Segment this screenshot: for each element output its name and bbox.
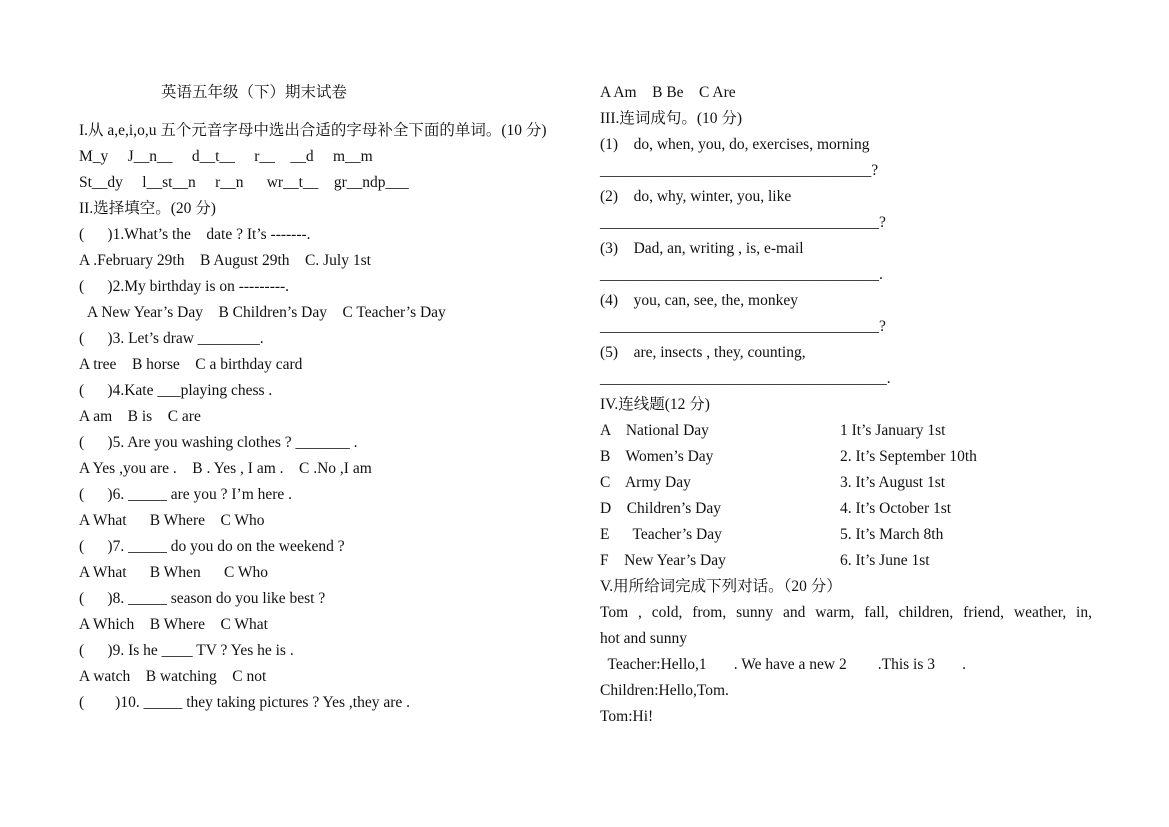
sentence-2-words: (2) do, why, winter, you, like [600, 188, 792, 205]
question-4-options: A am B is C are [79, 408, 201, 425]
section3-heading: III.连词成句。(10 分) [600, 110, 743, 127]
match-right: 2. It’s September 10th [840, 448, 977, 465]
sentence-3-words: (3) Dad, an, writing , is, e-mail [600, 240, 804, 257]
left-column [79, 80, 579, 716]
question-6: ( )6. _____ are you ? I’m here . [79, 486, 293, 503]
question-8-options: A Which B Where C What [79, 616, 268, 633]
question-9-options: A watch B watching C not [79, 668, 267, 685]
section1-words-row2: St__dy l__st__n r__n wr__t__ gr__ndp___ [79, 174, 409, 191]
match-right: 3. It’s August 1st [840, 474, 946, 491]
match-row [600, 470, 1092, 496]
page-title: 英语五年级（下）期末试卷 [160, 84, 347, 101]
match-row [600, 444, 1092, 470]
question-8: ( )8. _____ season do you like best ? [79, 590, 326, 607]
dialogue-line: Teacher:Hello,1 . We have a new 2 .This is 3 . [600, 656, 966, 673]
word-bank-line-1: Tom , cold, from, sunny and warm, fall, children, friend, weather, in, [600, 604, 1092, 621]
match-right: 4. It’s October 1st [840, 500, 952, 517]
section4-heading: IV.连线题(12 分) [600, 396, 710, 413]
sentence-1-blank: ___________________________________? [600, 162, 879, 179]
question-5-options: A Yes ,you are . B . Yes , I am . C .No ,I am [79, 460, 372, 477]
match-left: E Teacher’s Day [600, 526, 722, 543]
match-right: 6. It’s June 1st [840, 552, 930, 569]
match-row [600, 522, 1092, 548]
sentence-3-blank: ____________________________________. [600, 266, 883, 283]
question-2: ( )2.My birthday is on ---------. [79, 278, 290, 295]
sentence-2-blank: ____________________________________? [600, 214, 886, 231]
sentence-1-words: (1) do, when, you, do, exercises, morning [600, 136, 870, 153]
question-2-options: A New Year’s Day B Children’s Day C Teacher’s Day [87, 304, 446, 321]
question-9: ( )9. Is he ____ TV ? Yes he is . [79, 642, 294, 659]
section2-heading: II.选择填空。(20 分) [79, 200, 216, 217]
question-1-options: A .February 29th B August 29th C. July 1st [79, 252, 371, 269]
right-column [600, 80, 1092, 730]
match-left: C Army Day [600, 474, 691, 491]
match-right: 1 It’s January 1st [840, 422, 946, 439]
question-6-options: A What B Where C Who [79, 512, 265, 529]
question-10-options: A Am B Be C Are [600, 84, 736, 101]
dialogue-line: Tom:Hi! [600, 708, 654, 725]
match-left: A National Day [600, 422, 709, 439]
sentence-4-blank: ____________________________________? [600, 318, 886, 335]
match-row [600, 418, 1092, 444]
question-7-options: A What B When C Who [79, 564, 269, 581]
sentence-4-words: (4) you, can, see, the, monkey [600, 292, 798, 309]
section1-words-row1: M_y J__n__ d__t__ r__ __d m__m [79, 148, 373, 165]
section5-heading: V.用所给词完成下列对话。（20 分） [600, 578, 842, 595]
match-left: D Children’s Day [600, 500, 721, 517]
match-row [600, 548, 1092, 574]
question-10: ( )10. _____ they taking pictures ? Yes ,they are . [79, 694, 411, 711]
question-1: ( )1.What’s the date ? It’s -------. [79, 226, 311, 243]
word-bank-line-2: hot and sunny [600, 630, 687, 647]
match-right: 5. It’s March 8th [840, 526, 944, 543]
question-5: ( )5. Are you washing clothes ? _______ . [79, 434, 358, 451]
question-3: ( )3. Let’s draw ________. [79, 330, 264, 347]
question-7: ( )7. _____ do you do on the weekend ? [79, 538, 345, 555]
match-left: B Women’s Day [600, 448, 714, 465]
sentence-5-blank: _____________________________________. [600, 370, 891, 387]
sentence-5-words: (5) are, insects , they, counting, [600, 344, 806, 361]
question-4: ( )4.Kate ___playing chess . [79, 382, 273, 399]
match-row [600, 496, 1092, 522]
question-3-options: A tree B horse C a birthday card [79, 356, 303, 373]
section1-heading: I.从 a,e,i,o,u 五个元音字母中选出合适的字母补全下面的单词。(10 分) [79, 122, 547, 139]
match-left: F New Year’s Day [600, 552, 726, 569]
dialogue-line: Children:Hello,Tom. [600, 682, 729, 699]
